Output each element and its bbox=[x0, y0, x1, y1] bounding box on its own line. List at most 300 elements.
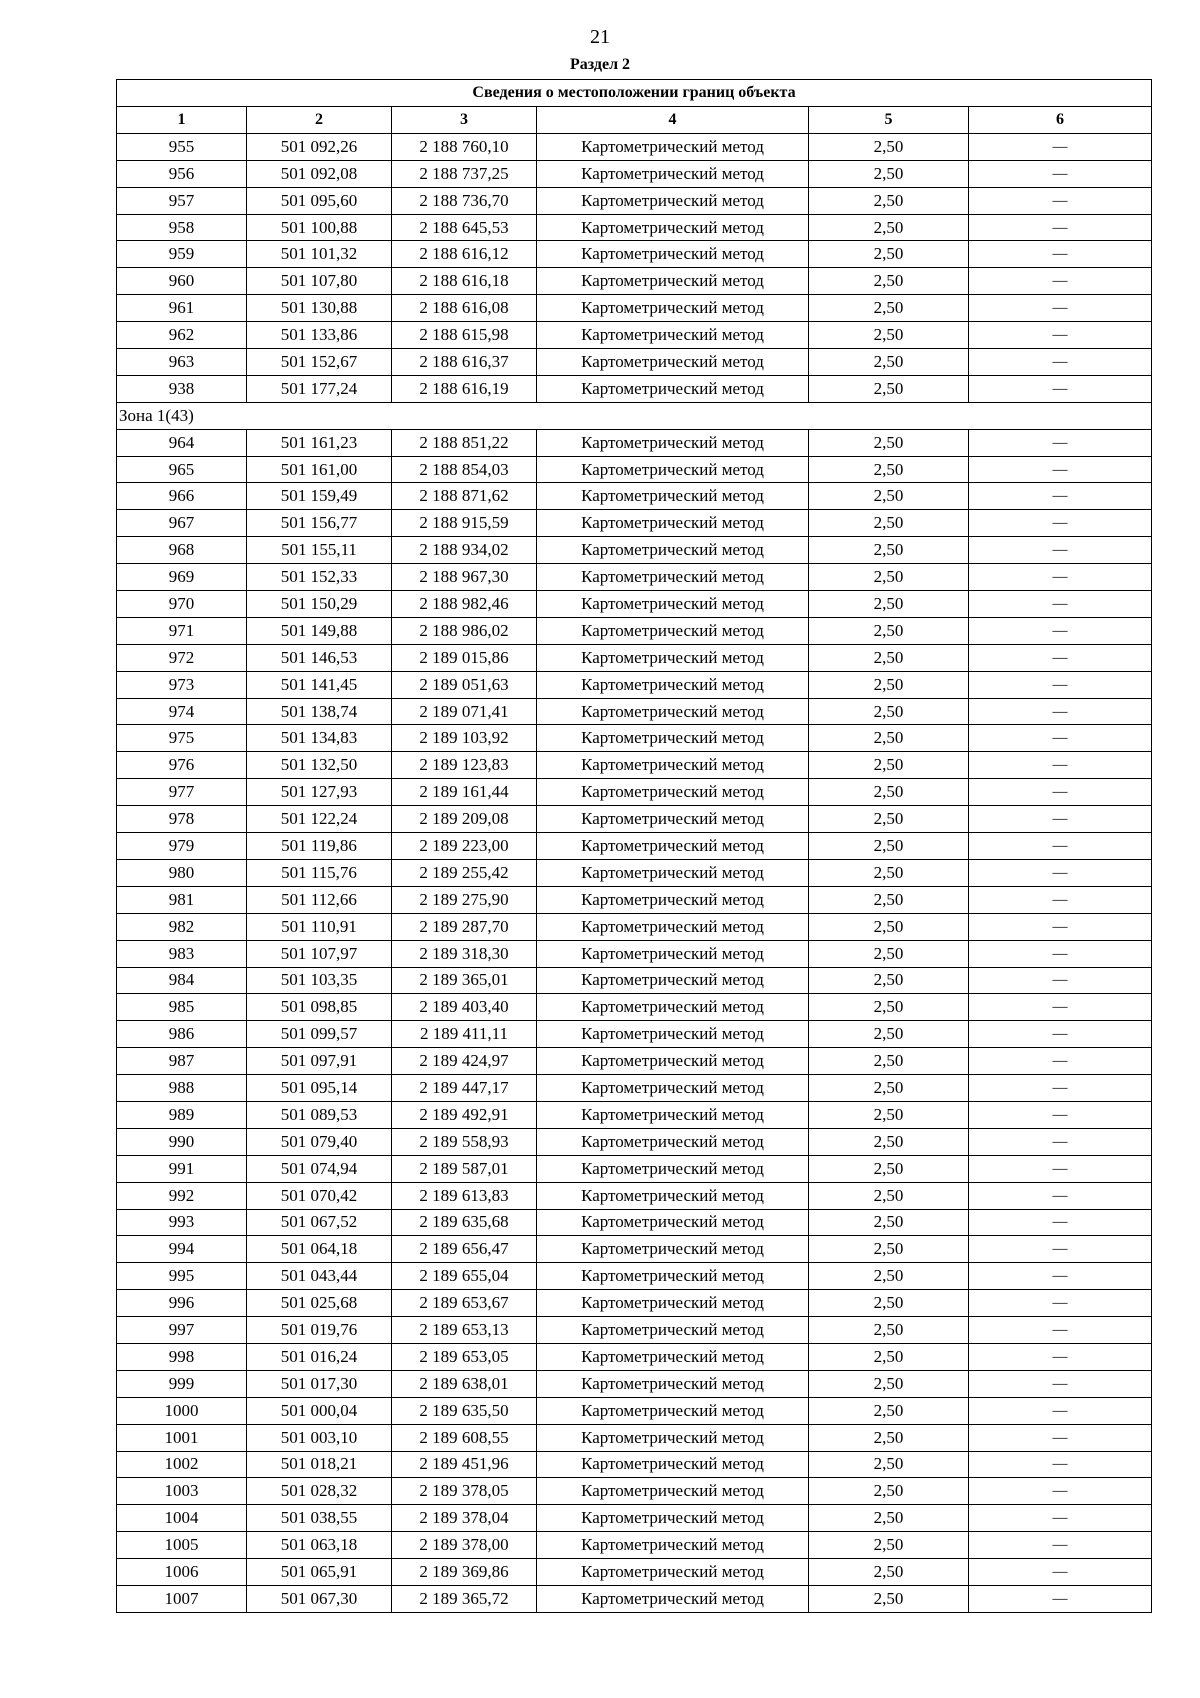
method-cell: Картометрический метод bbox=[537, 537, 809, 564]
accuracy-cell: 2,50 bbox=[809, 537, 969, 564]
accuracy-cell: 2,50 bbox=[809, 564, 969, 591]
accuracy-cell: 2,50 bbox=[809, 1075, 969, 1102]
method-cell: Картометрический метод bbox=[537, 268, 809, 295]
y-coordinate-cell: 2 189 255,42 bbox=[392, 859, 537, 886]
y-coordinate-cell: 2 189 451,96 bbox=[392, 1451, 537, 1478]
x-coordinate-cell: 501 000,04 bbox=[247, 1397, 392, 1424]
y-coordinate-cell: 2 189 403,40 bbox=[392, 994, 537, 1021]
y-coordinate-cell: 2 188 736,70 bbox=[392, 187, 537, 214]
accuracy-cell: 2,50 bbox=[809, 1559, 969, 1586]
method-cell: Картометрический метод bbox=[537, 1424, 809, 1451]
table-row bbox=[117, 725, 1152, 752]
table-row bbox=[117, 1290, 1152, 1317]
point-number-cell: 975 bbox=[117, 725, 247, 752]
description-cell: — bbox=[969, 483, 1152, 510]
point-number-cell: 994 bbox=[117, 1236, 247, 1263]
column-header: 4 bbox=[537, 107, 809, 134]
y-coordinate-cell: 2 188 616,19 bbox=[392, 375, 537, 402]
point-number-cell: 967 bbox=[117, 510, 247, 537]
point-number-cell: 1002 bbox=[117, 1451, 247, 1478]
y-coordinate-cell: 2 189 638,01 bbox=[392, 1370, 537, 1397]
point-number-cell: 955 bbox=[117, 133, 247, 160]
method-cell: Картометрический метод bbox=[537, 591, 809, 618]
point-number-cell: 959 bbox=[117, 241, 247, 268]
x-coordinate-cell: 501 150,29 bbox=[247, 591, 392, 618]
accuracy-cell: 2,50 bbox=[809, 913, 969, 940]
y-coordinate-cell: 2 189 275,90 bbox=[392, 886, 537, 913]
accuracy-cell: 2,50 bbox=[809, 1424, 969, 1451]
x-coordinate-cell: 501 099,57 bbox=[247, 1021, 392, 1048]
table-row bbox=[117, 429, 1152, 456]
method-cell: Картометрический метод bbox=[537, 1505, 809, 1532]
method-cell: Картометрический метод bbox=[537, 1209, 809, 1236]
point-number-cell: 1001 bbox=[117, 1424, 247, 1451]
description-cell: — bbox=[969, 537, 1152, 564]
method-cell: Картометрический метод bbox=[537, 1532, 809, 1559]
point-number-cell: 970 bbox=[117, 591, 247, 618]
y-coordinate-cell: 2 189 558,93 bbox=[392, 1128, 537, 1155]
accuracy-cell: 2,50 bbox=[809, 1397, 969, 1424]
x-coordinate-cell: 501 097,91 bbox=[247, 1048, 392, 1075]
point-number-cell: 1004 bbox=[117, 1505, 247, 1532]
y-coordinate-cell: 2 189 223,00 bbox=[392, 833, 537, 860]
table-row bbox=[117, 1048, 1152, 1075]
method-cell: Картометрический метод bbox=[537, 456, 809, 483]
accuracy-cell: 2,50 bbox=[809, 1532, 969, 1559]
table-row bbox=[117, 617, 1152, 644]
accuracy-cell: 2,50 bbox=[809, 1236, 969, 1263]
accuracy-cell: 2,50 bbox=[809, 1101, 969, 1128]
method-cell: Картометрический метод bbox=[537, 241, 809, 268]
description-cell: — bbox=[969, 1317, 1152, 1344]
accuracy-cell: 2,50 bbox=[809, 187, 969, 214]
x-coordinate-cell: 501 092,08 bbox=[247, 160, 392, 187]
table-row bbox=[117, 1182, 1152, 1209]
table-row bbox=[117, 779, 1152, 806]
description-cell: — bbox=[969, 1075, 1152, 1102]
method-cell: Картометрический метод bbox=[537, 564, 809, 591]
point-number-cell: 984 bbox=[117, 967, 247, 994]
description-cell: — bbox=[969, 268, 1152, 295]
description-cell: — bbox=[969, 1101, 1152, 1128]
x-coordinate-cell: 501 095,14 bbox=[247, 1075, 392, 1102]
table-row bbox=[117, 295, 1152, 322]
x-coordinate-cell: 501 064,18 bbox=[247, 1236, 392, 1263]
y-coordinate-cell: 2 188 645,53 bbox=[392, 214, 537, 241]
method-cell: Картометрический метод bbox=[537, 1021, 809, 1048]
accuracy-cell: 2,50 bbox=[809, 1182, 969, 1209]
method-cell: Картометрический метод bbox=[537, 187, 809, 214]
table-row bbox=[117, 241, 1152, 268]
table-row bbox=[117, 375, 1152, 402]
x-coordinate-cell: 501 107,80 bbox=[247, 268, 392, 295]
x-coordinate-cell: 501 112,66 bbox=[247, 886, 392, 913]
description-cell: — bbox=[969, 1343, 1152, 1370]
y-coordinate-cell: 2 189 287,70 bbox=[392, 913, 537, 940]
x-coordinate-cell: 501 133,86 bbox=[247, 322, 392, 349]
table-header-row bbox=[117, 107, 1152, 134]
x-coordinate-cell: 501 156,77 bbox=[247, 510, 392, 537]
point-number-cell: 981 bbox=[117, 886, 247, 913]
accuracy-cell: 2,50 bbox=[809, 752, 969, 779]
table-row bbox=[117, 133, 1152, 160]
accuracy-cell: 2,50 bbox=[809, 779, 969, 806]
point-number-cell: 1003 bbox=[117, 1478, 247, 1505]
section-title: Раздел 2 bbox=[569, 56, 631, 73]
point-number-cell: 980 bbox=[117, 859, 247, 886]
method-cell: Картометрический метод bbox=[537, 752, 809, 779]
method-cell: Картометрический метод bbox=[537, 1048, 809, 1075]
accuracy-cell: 2,50 bbox=[809, 375, 969, 402]
y-coordinate-cell: 2 188 851,22 bbox=[392, 429, 537, 456]
table-row bbox=[117, 967, 1152, 994]
point-number-cell: 977 bbox=[117, 779, 247, 806]
method-cell: Картометрический метод bbox=[537, 1155, 809, 1182]
accuracy-cell: 2,50 bbox=[809, 886, 969, 913]
y-coordinate-cell: 2 189 655,04 bbox=[392, 1263, 537, 1290]
table-row bbox=[117, 806, 1152, 833]
accuracy-cell: 2,50 bbox=[809, 1048, 969, 1075]
y-coordinate-cell: 2 189 369,86 bbox=[392, 1559, 537, 1586]
y-coordinate-cell: 2 188 934,02 bbox=[392, 537, 537, 564]
method-cell: Картометрический метод bbox=[537, 133, 809, 160]
accuracy-cell: 2,50 bbox=[809, 617, 969, 644]
x-coordinate-cell: 501 092,26 bbox=[247, 133, 392, 160]
y-coordinate-cell: 2 189 653,13 bbox=[392, 1317, 537, 1344]
column-header: 2 bbox=[247, 107, 392, 134]
table-row bbox=[117, 1209, 1152, 1236]
x-coordinate-cell: 501 017,30 bbox=[247, 1370, 392, 1397]
x-coordinate-cell: 501 130,88 bbox=[247, 295, 392, 322]
y-coordinate-cell: 2 189 653,05 bbox=[392, 1343, 537, 1370]
table-row bbox=[117, 1317, 1152, 1344]
description-cell: — bbox=[969, 1155, 1152, 1182]
y-coordinate-cell: 2 188 915,59 bbox=[392, 510, 537, 537]
point-number-cell: 972 bbox=[117, 644, 247, 671]
point-number-cell: 988 bbox=[117, 1075, 247, 1102]
table-row bbox=[117, 994, 1152, 1021]
accuracy-cell: 2,50 bbox=[809, 644, 969, 671]
method-cell: Картометрический метод bbox=[537, 671, 809, 698]
x-coordinate-cell: 501 149,88 bbox=[247, 617, 392, 644]
x-coordinate-cell: 501 043,44 bbox=[247, 1263, 392, 1290]
x-coordinate-cell: 501 132,50 bbox=[247, 752, 392, 779]
description-cell: — bbox=[969, 886, 1152, 913]
x-coordinate-cell: 501 141,45 bbox=[247, 671, 392, 698]
accuracy-cell: 2,50 bbox=[809, 349, 969, 376]
description-cell: — bbox=[969, 1397, 1152, 1424]
method-cell: Картометрический метод bbox=[537, 940, 809, 967]
table-row bbox=[117, 456, 1152, 483]
description-cell: — bbox=[969, 967, 1152, 994]
description-cell: — bbox=[969, 859, 1152, 886]
description-cell: — bbox=[969, 456, 1152, 483]
point-number-cell: 971 bbox=[117, 617, 247, 644]
description-cell: — bbox=[969, 1370, 1152, 1397]
x-coordinate-cell: 501 103,35 bbox=[247, 967, 392, 994]
description-cell: — bbox=[969, 187, 1152, 214]
accuracy-cell: 2,50 bbox=[809, 1370, 969, 1397]
x-coordinate-cell: 501 107,97 bbox=[247, 940, 392, 967]
accuracy-cell: 2,50 bbox=[809, 241, 969, 268]
x-coordinate-cell: 501 003,10 bbox=[247, 1424, 392, 1451]
table-row bbox=[117, 510, 1152, 537]
x-coordinate-cell: 501 065,91 bbox=[247, 1559, 392, 1586]
description-cell: — bbox=[969, 1021, 1152, 1048]
method-cell: Картометрический метод bbox=[537, 375, 809, 402]
y-coordinate-cell: 2 188 616,08 bbox=[392, 295, 537, 322]
table-row bbox=[117, 1101, 1152, 1128]
point-number-cell: 957 bbox=[117, 187, 247, 214]
y-coordinate-cell: 2 189 318,30 bbox=[392, 940, 537, 967]
table-caption-row bbox=[117, 80, 1152, 107]
description-cell: — bbox=[969, 617, 1152, 644]
description-cell: — bbox=[969, 1451, 1152, 1478]
method-cell: Картометрический метод bbox=[537, 1075, 809, 1102]
x-coordinate-cell: 501 079,40 bbox=[247, 1128, 392, 1155]
description-cell: — bbox=[969, 1585, 1152, 1612]
y-coordinate-cell: 2 189 051,63 bbox=[392, 671, 537, 698]
description-cell: — bbox=[969, 725, 1152, 752]
point-number-cell: 979 bbox=[117, 833, 247, 860]
y-coordinate-cell: 2 189 103,92 bbox=[392, 725, 537, 752]
description-cell: — bbox=[969, 322, 1152, 349]
table-row bbox=[117, 1370, 1152, 1397]
x-coordinate-cell: 501 074,94 bbox=[247, 1155, 392, 1182]
x-coordinate-cell: 501 146,53 bbox=[247, 644, 392, 671]
description-cell: — bbox=[969, 644, 1152, 671]
table-row bbox=[117, 537, 1152, 564]
y-coordinate-cell: 2 188 854,03 bbox=[392, 456, 537, 483]
accuracy-cell: 2,50 bbox=[809, 456, 969, 483]
table-row bbox=[117, 833, 1152, 860]
y-coordinate-cell: 2 189 161,44 bbox=[392, 779, 537, 806]
table-row bbox=[117, 1478, 1152, 1505]
point-number-cell: 1000 bbox=[117, 1397, 247, 1424]
accuracy-cell: 2,50 bbox=[809, 1505, 969, 1532]
accuracy-cell: 2,50 bbox=[809, 160, 969, 187]
accuracy-cell: 2,50 bbox=[809, 671, 969, 698]
table-row bbox=[117, 1343, 1152, 1370]
description-cell: — bbox=[969, 752, 1152, 779]
y-coordinate-cell: 2 189 378,05 bbox=[392, 1478, 537, 1505]
description-cell: — bbox=[969, 375, 1152, 402]
x-coordinate-cell: 501 016,24 bbox=[247, 1343, 392, 1370]
point-number-cell: 983 bbox=[117, 940, 247, 967]
table-row bbox=[117, 859, 1152, 886]
table-row bbox=[117, 1451, 1152, 1478]
zone-row bbox=[117, 402, 1152, 429]
description-cell: — bbox=[969, 994, 1152, 1021]
x-coordinate-cell: 501 110,91 bbox=[247, 913, 392, 940]
point-number-cell: 986 bbox=[117, 1021, 247, 1048]
description-cell: — bbox=[969, 1182, 1152, 1209]
accuracy-cell: 2,50 bbox=[809, 591, 969, 618]
point-number-cell: 964 bbox=[117, 429, 247, 456]
table-row bbox=[117, 1585, 1152, 1612]
column-header: 6 bbox=[969, 107, 1152, 134]
table-row bbox=[117, 1128, 1152, 1155]
method-cell: Картометрический метод bbox=[537, 644, 809, 671]
point-number-cell: 996 bbox=[117, 1290, 247, 1317]
column-header: 5 bbox=[809, 107, 969, 134]
point-number-cell: 973 bbox=[117, 671, 247, 698]
table-row bbox=[117, 1532, 1152, 1559]
accuracy-cell: 2,50 bbox=[809, 1128, 969, 1155]
y-coordinate-cell: 2 189 378,00 bbox=[392, 1532, 537, 1559]
y-coordinate-cell: 2 188 616,18 bbox=[392, 268, 537, 295]
description-cell: — bbox=[969, 1532, 1152, 1559]
accuracy-cell: 2,50 bbox=[809, 833, 969, 860]
accuracy-cell: 2,50 bbox=[809, 1585, 969, 1612]
y-coordinate-cell: 2 189 365,01 bbox=[392, 967, 537, 994]
method-cell: Картометрический метод bbox=[537, 1343, 809, 1370]
x-coordinate-cell: 501 155,11 bbox=[247, 537, 392, 564]
point-number-cell: 961 bbox=[117, 295, 247, 322]
point-number-cell: 958 bbox=[117, 214, 247, 241]
method-cell: Картометрический метод bbox=[537, 429, 809, 456]
table-row bbox=[117, 752, 1152, 779]
description-cell: — bbox=[969, 1290, 1152, 1317]
y-coordinate-cell: 2 189 656,47 bbox=[392, 1236, 537, 1263]
table-row bbox=[117, 160, 1152, 187]
point-number-cell: 985 bbox=[117, 994, 247, 1021]
method-cell: Картометрический метод bbox=[537, 1290, 809, 1317]
accuracy-cell: 2,50 bbox=[809, 295, 969, 322]
description-cell: — bbox=[969, 564, 1152, 591]
y-coordinate-cell: 2 189 015,86 bbox=[392, 644, 537, 671]
description-cell: — bbox=[969, 1048, 1152, 1075]
description-cell: — bbox=[969, 1424, 1152, 1451]
point-number-cell: 1006 bbox=[117, 1559, 247, 1586]
accuracy-cell: 2,50 bbox=[809, 1478, 969, 1505]
x-coordinate-cell: 501 100,88 bbox=[247, 214, 392, 241]
point-number-cell: 993 bbox=[117, 1209, 247, 1236]
x-coordinate-cell: 501 101,32 bbox=[247, 241, 392, 268]
table-body bbox=[117, 133, 1152, 1612]
method-cell: Картометрический метод bbox=[537, 967, 809, 994]
table-row bbox=[117, 268, 1152, 295]
y-coordinate-cell: 2 189 411,11 bbox=[392, 1021, 537, 1048]
description-cell: — bbox=[969, 160, 1152, 187]
method-cell: Картометрический метод bbox=[537, 1101, 809, 1128]
accuracy-cell: 2,50 bbox=[809, 429, 969, 456]
description-cell: — bbox=[969, 913, 1152, 940]
method-cell: Картометрический метод bbox=[537, 859, 809, 886]
method-cell: Картометрический метод bbox=[537, 1559, 809, 1586]
description-cell: — bbox=[969, 1128, 1152, 1155]
accuracy-cell: 2,50 bbox=[809, 1263, 969, 1290]
table-row bbox=[117, 591, 1152, 618]
x-coordinate-cell: 501 115,76 bbox=[247, 859, 392, 886]
method-cell: Картометрический метод bbox=[537, 1451, 809, 1478]
accuracy-cell: 2,50 bbox=[809, 133, 969, 160]
method-cell: Картометрический метод bbox=[537, 1585, 809, 1612]
point-number-cell: 968 bbox=[117, 537, 247, 564]
method-cell: Картометрический метод bbox=[537, 322, 809, 349]
method-cell: Картометрический метод bbox=[537, 1263, 809, 1290]
accuracy-cell: 2,50 bbox=[809, 483, 969, 510]
accuracy-cell: 2,50 bbox=[809, 806, 969, 833]
method-cell: Картометрический метод bbox=[537, 994, 809, 1021]
point-number-cell: 987 bbox=[117, 1048, 247, 1075]
x-coordinate-cell: 501 177,24 bbox=[247, 375, 392, 402]
description-cell: — bbox=[969, 779, 1152, 806]
method-cell: Картометрический метод bbox=[537, 886, 809, 913]
description-cell: — bbox=[969, 1478, 1152, 1505]
method-cell: Картометрический метод bbox=[537, 1236, 809, 1263]
y-coordinate-cell: 2 188 616,37 bbox=[392, 349, 537, 376]
method-cell: Картометрический метод bbox=[537, 698, 809, 725]
y-coordinate-cell: 2 188 760,10 bbox=[392, 133, 537, 160]
x-coordinate-cell: 501 025,68 bbox=[247, 1290, 392, 1317]
point-number-cell: 997 bbox=[117, 1317, 247, 1344]
method-cell: Картометрический метод bbox=[537, 779, 809, 806]
x-coordinate-cell: 501 038,55 bbox=[247, 1505, 392, 1532]
description-cell: — bbox=[969, 1263, 1152, 1290]
point-number-cell: 962 bbox=[117, 322, 247, 349]
x-coordinate-cell: 501 098,85 bbox=[247, 994, 392, 1021]
y-coordinate-cell: 2 189 653,67 bbox=[392, 1290, 537, 1317]
table-row bbox=[117, 886, 1152, 913]
x-coordinate-cell: 501 138,74 bbox=[247, 698, 392, 725]
table-title: Сведения о местоположении границ объекта bbox=[117, 80, 1152, 107]
method-cell: Картометрический метод bbox=[537, 617, 809, 644]
x-coordinate-cell: 501 063,18 bbox=[247, 1532, 392, 1559]
y-coordinate-cell: 2 189 635,68 bbox=[392, 1209, 537, 1236]
y-coordinate-cell: 2 188 871,62 bbox=[392, 483, 537, 510]
point-number-cell: 999 bbox=[117, 1370, 247, 1397]
y-coordinate-cell: 2 188 982,46 bbox=[392, 591, 537, 618]
method-cell: Картометрический метод bbox=[537, 349, 809, 376]
description-cell: — bbox=[969, 1559, 1152, 1586]
y-coordinate-cell: 2 189 071,41 bbox=[392, 698, 537, 725]
table-row bbox=[117, 1236, 1152, 1263]
point-number-cell: 991 bbox=[117, 1155, 247, 1182]
accuracy-cell: 2,50 bbox=[809, 994, 969, 1021]
method-cell: Картометрический метод bbox=[537, 1397, 809, 1424]
table-row bbox=[117, 1263, 1152, 1290]
description-cell: — bbox=[969, 214, 1152, 241]
y-coordinate-cell: 2 188 616,12 bbox=[392, 241, 537, 268]
page-number: 21 bbox=[590, 26, 610, 48]
table-row bbox=[117, 322, 1152, 349]
description-cell: — bbox=[969, 295, 1152, 322]
table-row bbox=[117, 1397, 1152, 1424]
method-cell: Картометрический метод bbox=[537, 483, 809, 510]
description-cell: — bbox=[969, 349, 1152, 376]
point-number-cell: 1007 bbox=[117, 1585, 247, 1612]
point-number-cell: 978 bbox=[117, 806, 247, 833]
zone-label: Зона 1(43) bbox=[117, 402, 1152, 429]
table-row bbox=[117, 1021, 1152, 1048]
x-coordinate-cell: 501 127,93 bbox=[247, 779, 392, 806]
y-coordinate-cell: 2 188 986,02 bbox=[392, 617, 537, 644]
method-cell: Картометрический метод bbox=[537, 1182, 809, 1209]
point-number-cell: 974 bbox=[117, 698, 247, 725]
description-cell: — bbox=[969, 833, 1152, 860]
x-coordinate-cell: 501 161,23 bbox=[247, 429, 392, 456]
accuracy-cell: 2,50 bbox=[809, 322, 969, 349]
y-coordinate-cell: 2 188 615,98 bbox=[392, 322, 537, 349]
table-row bbox=[117, 671, 1152, 698]
point-number-cell: 998 bbox=[117, 1343, 247, 1370]
x-coordinate-cell: 501 159,49 bbox=[247, 483, 392, 510]
x-coordinate-cell: 501 019,76 bbox=[247, 1317, 392, 1344]
accuracy-cell: 2,50 bbox=[809, 1317, 969, 1344]
point-number-cell: 938 bbox=[117, 375, 247, 402]
x-coordinate-cell: 501 134,83 bbox=[247, 725, 392, 752]
